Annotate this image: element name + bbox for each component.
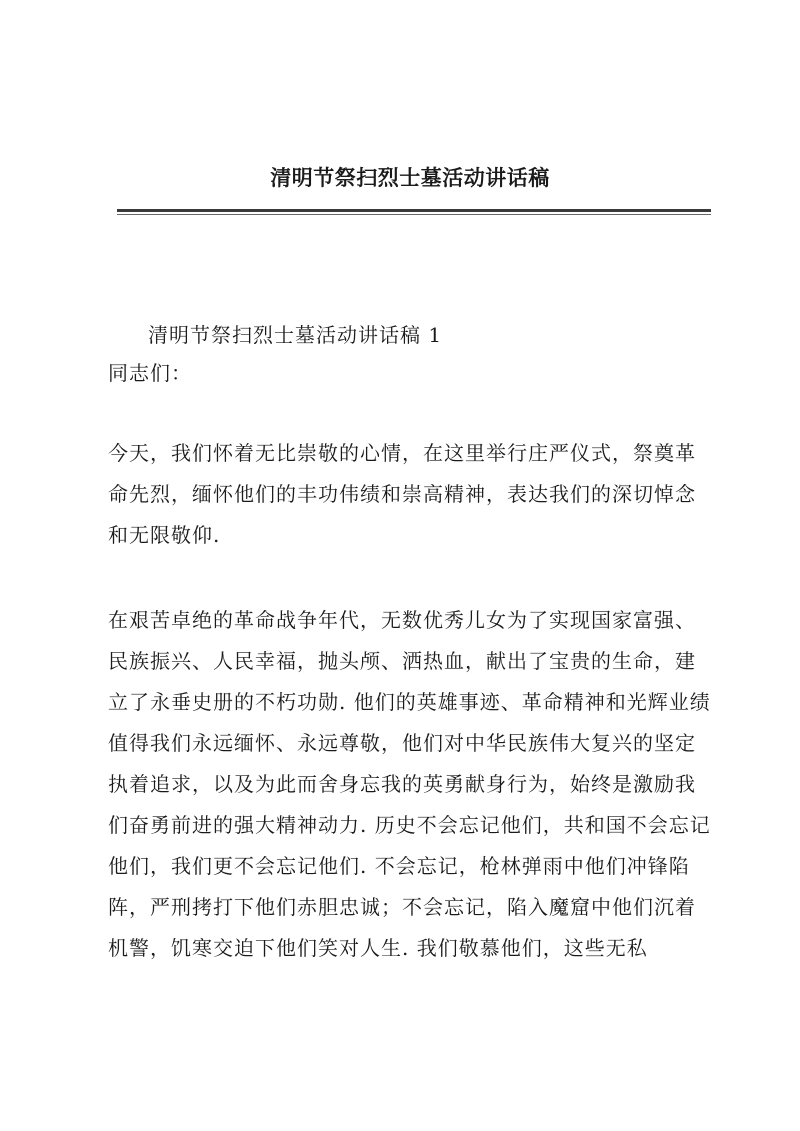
title-divider: [117, 209, 711, 212]
speech-subtitle: 清明节祭扫烈士墓活动讲话稿 1: [148, 323, 443, 347]
title-divider-thin: [117, 214, 711, 215]
salutation: 同志们：: [108, 361, 192, 385]
paragraph-2: 在艰苦卓绝的革命战争年代，无数优秀儿女为了实现国家富强、民族振兴、人民幸福，抛头颅、洒热血，献出了宝贵的生命，建立了永垂史册的不朽功勋. 他们的英雄事迹、革命精神和光辉业绩值得我们永远缅怀、永远尊敬，他们对中华民族伟大复兴的坚定执着追求，以及为此而舍身忘我的英勇献身行为，始终是激励我们奋勇前进的强大精神动力. 历史不会忘记他们，共和国不会忘记他们，我们更不会忘记他们. 不会忘记，枪林弹雨中他们冲锋陷阵，严刑拷打下他们赤胆忠诚；不会忘记，陷入魔窟中他们沉着机警，饥寒交迫下他们笑对人生. 我们敬慕他们，这些无私: [108, 608, 711, 960]
document-title: 清明节祭扫烈士墓活动讲话稿: [270, 165, 550, 190]
paragraph-1: 今天，我们怀着无比崇敬的心情，在这里举行庄严仪式，祭奠革命先烈，缅怀他们的丰功伟绩和崇高精神，表达我们的深切悼念和无限敬仰.: [108, 441, 696, 547]
